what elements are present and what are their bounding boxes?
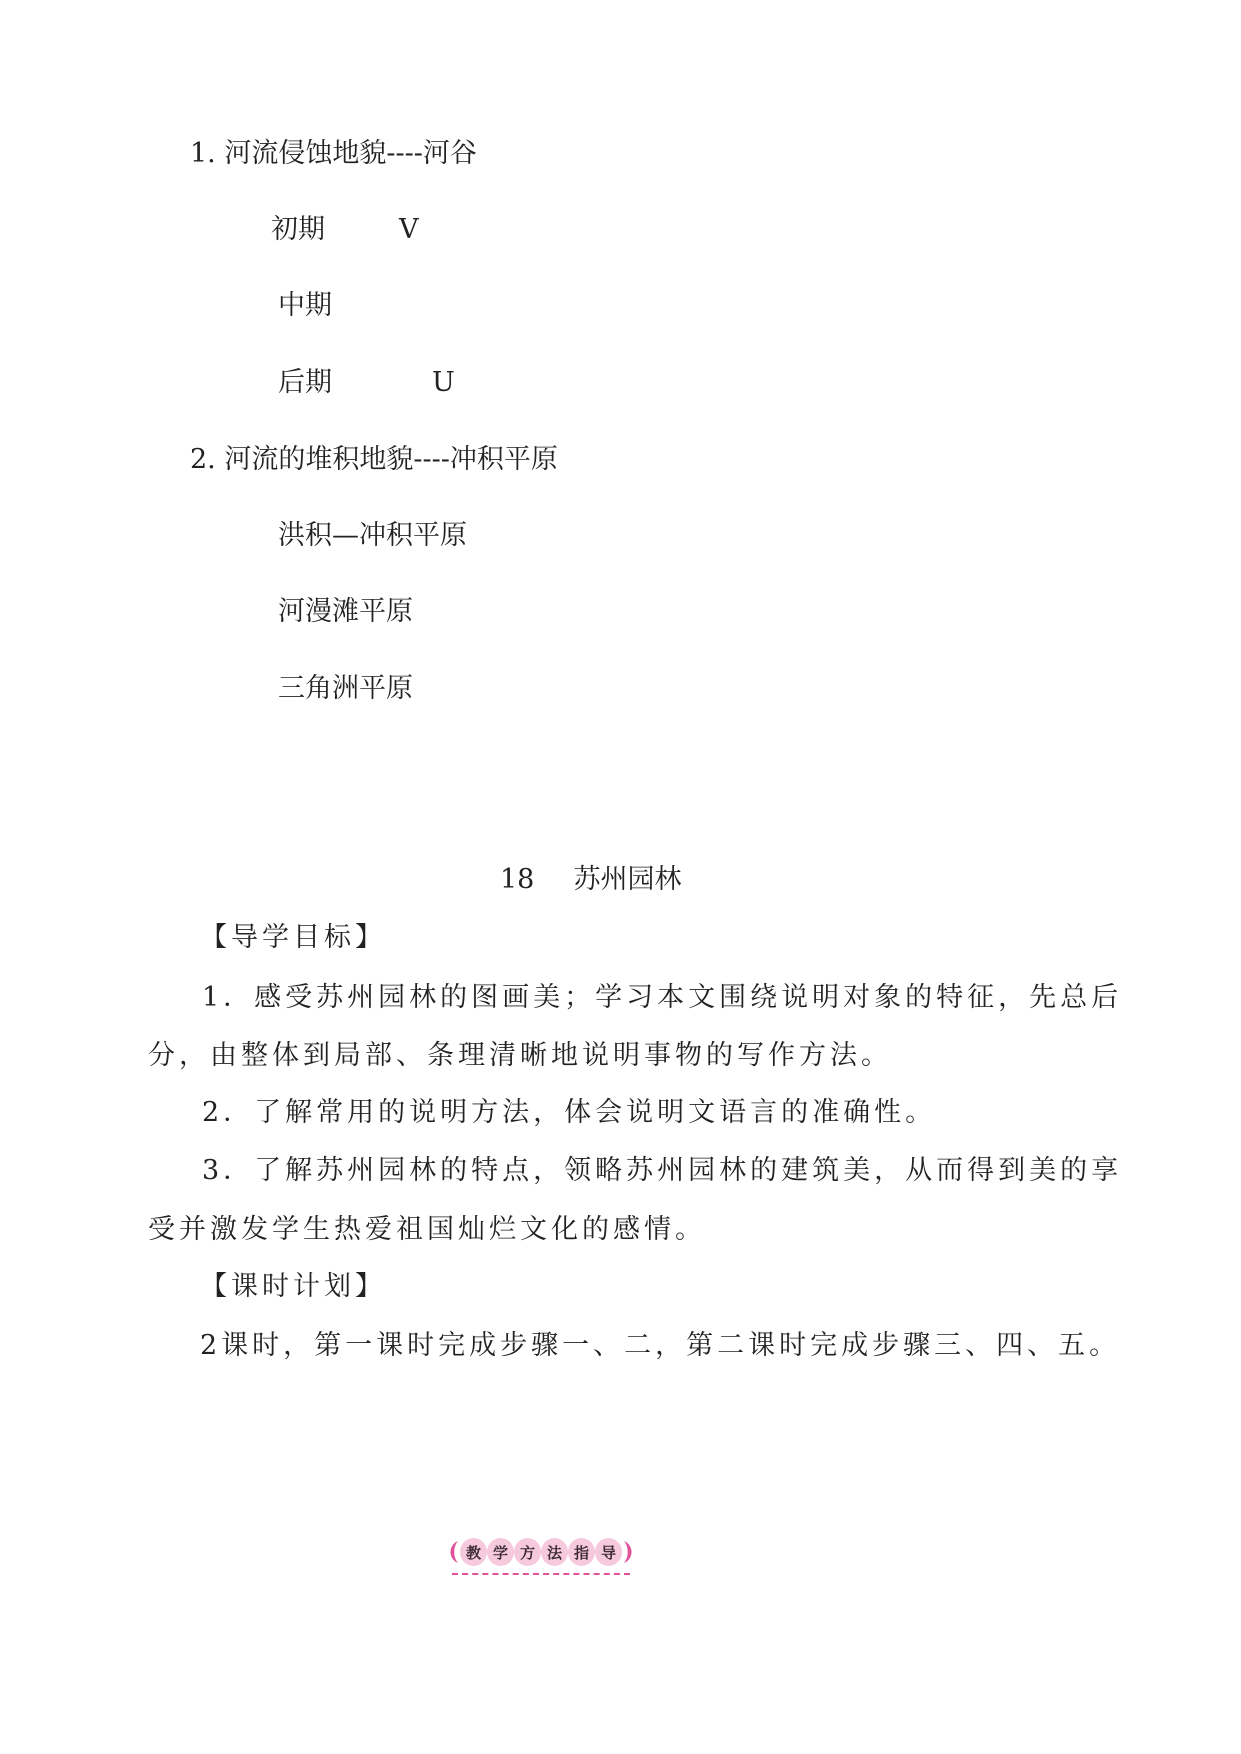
sub-item-2: 河漫滩平原 bbox=[278, 596, 413, 627]
badge-char: 指 bbox=[568, 1538, 595, 1566]
sub-item-3: 三角洲平原 bbox=[278, 673, 413, 704]
plan-heading: 【课时计划】 bbox=[200, 1271, 386, 1302]
item2-number: 2. bbox=[190, 444, 216, 475]
item2-title: 河流的堆积地貌----冲积平原 bbox=[224, 444, 558, 475]
flower-right-icon bbox=[622, 1539, 636, 1565]
stage-late-label: 后期 bbox=[278, 367, 332, 398]
badge-underline bbox=[452, 1573, 630, 1575]
lesson-number: 18 bbox=[500, 864, 535, 895]
badge-char: 导 bbox=[595, 1538, 622, 1566]
badge-char: 学 bbox=[487, 1538, 514, 1566]
badge-chars bbox=[460, 1538, 622, 1566]
badge-char: 法 bbox=[541, 1538, 568, 1566]
stage-early-label: 初期 bbox=[271, 214, 325, 245]
plan-text: 2课时，第一课时完成步骤一、二，第二课时完成步骤三、四、五。 bbox=[200, 1330, 1121, 1361]
method-guide-badge bbox=[446, 1537, 638, 1577]
item1-title: 河流侵蚀地貌----河谷 bbox=[224, 138, 477, 169]
lesson-heading bbox=[500, 862, 682, 898]
goals-heading: 【导学目标】 bbox=[200, 922, 386, 953]
goal2: 2．了解常用的说明方法，体会说明文语言的准确性。 bbox=[202, 1097, 937, 1128]
goal3-line2: 受并激发学生热爱祖国灿烂文化的感情。 bbox=[148, 1214, 706, 1245]
flower-left-icon bbox=[446, 1539, 460, 1565]
item2-line bbox=[190, 442, 558, 478]
badge-char: 教 bbox=[460, 1538, 487, 1566]
goal1-line1: 1．感受苏州园林的图画美；学习本文围绕说明对象的特征，先总后 bbox=[202, 982, 1123, 1013]
stage-early-shape: V bbox=[399, 214, 419, 245]
item1-line bbox=[190, 136, 477, 172]
badge-char: 方 bbox=[514, 1538, 541, 1566]
sub-item-1: 洪积—冲积平原 bbox=[278, 520, 467, 551]
stage-late-shape: U bbox=[432, 367, 455, 398]
item1-number: 1. bbox=[190, 138, 216, 169]
goal1-line2: 分，由整体到局部、条理清晰地说明事物的写作方法。 bbox=[148, 1040, 892, 1071]
goal3-line1: 3．了解苏州园林的特点，领略苏州园林的建筑美，从而得到美的享 bbox=[202, 1155, 1123, 1186]
lesson-title: 苏州园林 bbox=[573, 864, 682, 895]
stage-mid-label: 中期 bbox=[278, 290, 332, 321]
